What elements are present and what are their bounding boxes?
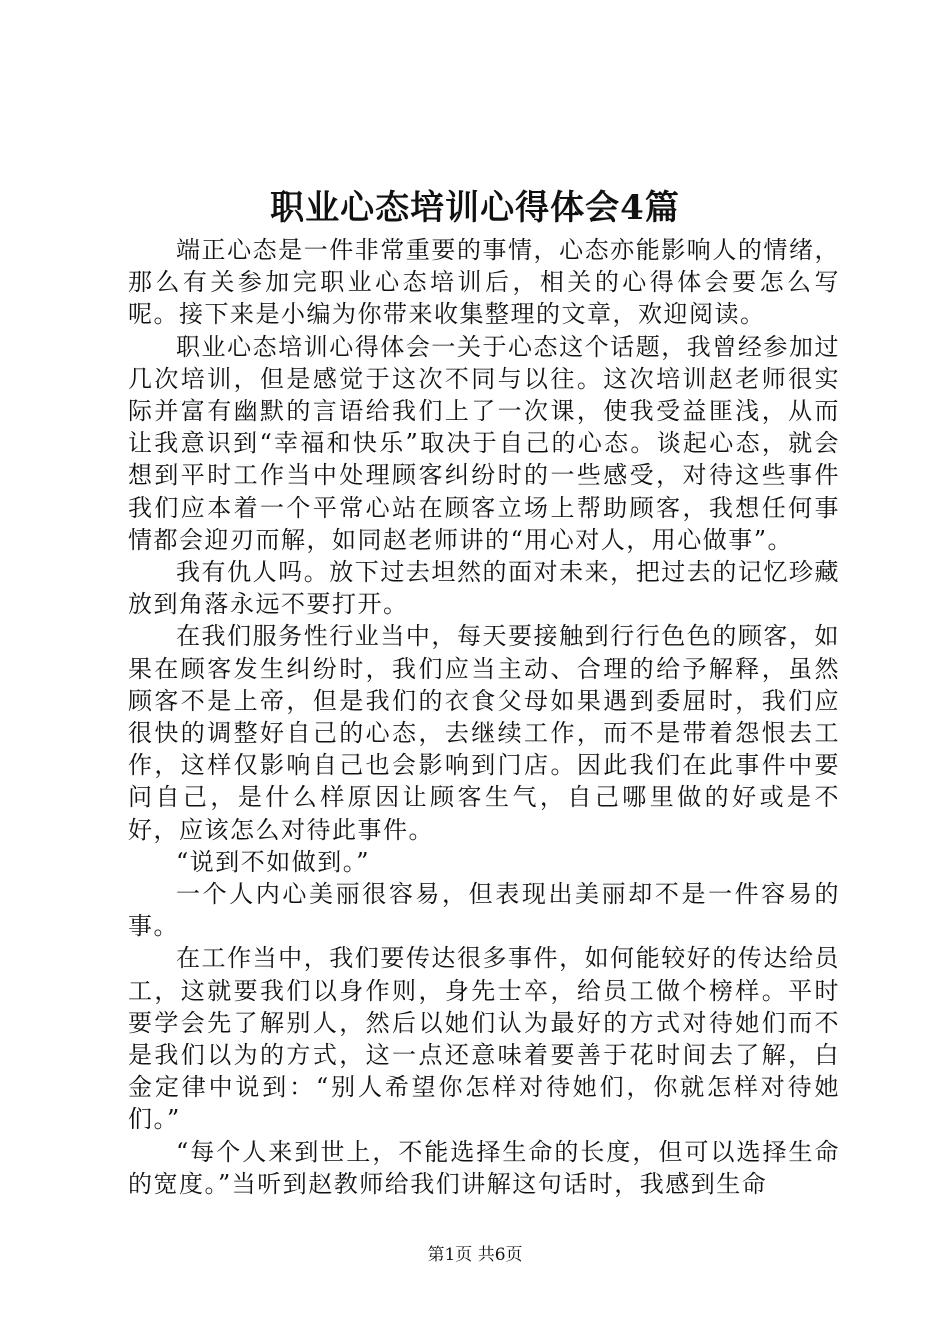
paragraph-intro: 端正心态是一件非常重要的事情，心态亦能影响人的情绪，那么有关参加完职业心态培训后，相关的心得体会要怎么写呢。接下来是小编为你带来收集整理的文章，欢迎阅读。	[128, 236, 840, 329]
paragraph-life-width: “每个人来到世上，不能选择生命的长度，但可以选择生命的宽度。”当听到赵教师给我们讲解这句话时，我感到生命	[128, 1137, 840, 1198]
paragraph-quote-action: “说到不如做到。”	[176, 847, 371, 876]
document-title: 职业心态培训心得体会4篇	[270, 188, 680, 228]
paragraph-enemies: 我有仇人吗。放下过去坦然的面对未来，把过去的记忆珍藏放到角落永远不要打开。	[128, 558, 840, 619]
paragraph-experience-one: 职业心态培训心得体会一关于心态这个话题，我曾经参加过几次培训，但是感觉于这次不同与以往。这次培训赵老师很实际并富有幽默的言语给我们上了一次课，使我受益匪浅，从而让我意识到“幸福和快乐”取决于自己的心态。谈起心态，就会想到平时工作当中处理顾客纠纷时的一些感受，对待这些事件我们应本着一个平常心站在顾客立场上帮助顾客，我想任何事情都会迎刃而解，如同赵老师讲的“用心对人，用心做事”。	[128, 332, 840, 554]
paragraph-lead-by-example: 在工作当中，我们要传达很多事件，如何能较好的传达给员工，这就要我们以身作则，身先士卒，给员工做个榜样。平时要学会先了解别人，然后以她们认为最好的方式对待她们而不是我们以为的方式，这一点还意味着要善于花时间去了解，白金定律中说到：“别人希望你怎样对待她们，你就怎样对待她们。”	[128, 944, 840, 1134]
paragraph-service-industry: 在我们服务性行业当中，每天要接触到行行色色的顾客，如果在顾客发生纠纷时，我们应当主动、合理的给予解释，虽然顾客不是上帝，但是我们的衣食父母如果遇到委屈时，我们应很快的调整好自己的心态，去继续工作，而不是带着怨恨去工作，这样仅影响自己也会影响到门店。因此我们在此事件中要问自己，是什么样原因让顾客生气，自己哪里做的好或是不好，应该怎么对待此事件。	[128, 622, 840, 844]
page-number: 第1页 共6页	[427, 1245, 523, 1265]
paragraph-inner-beauty: 一个人内心美丽很容易，但表现出美丽却不是一件容易的事。	[128, 880, 840, 941]
document-body	[128, 234, 840, 1200]
